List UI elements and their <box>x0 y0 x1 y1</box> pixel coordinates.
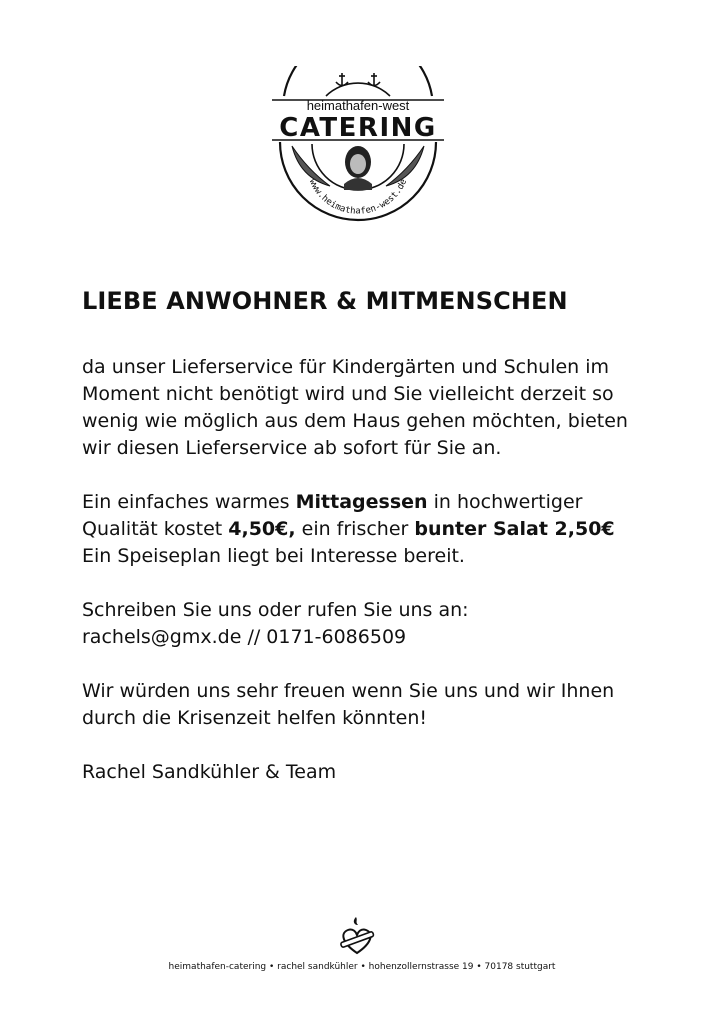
para3-line1: Schreiben Sie uns oder rufen Sie uns an: <box>82 599 469 621</box>
para2-line2 <box>82 516 682 543</box>
mittagessen-bold: Mittagessen <box>295 491 428 513</box>
para1-line2: Moment nicht benötigt wird und Sie vielleicht derzeit so <box>82 383 614 405</box>
price-bold: 4,50€, <box>228 518 296 540</box>
logo-main-text: CATERING <box>279 113 437 143</box>
para4-line2: durch die Krisenzeit helfen könnten! <box>82 707 428 729</box>
text: Ein einfaches warmes <box>82 491 296 513</box>
text: Qualität kostet <box>82 518 229 540</box>
heart-knife-fork-icon <box>336 913 378 959</box>
contact-line: rachels@gmx.de // 0171-6086509 <box>82 626 407 648</box>
para4-line1: Wir würden uns sehr freuen wenn Sie uns und wir Ihnen <box>82 680 615 702</box>
portrait-icon <box>344 146 372 190</box>
footer-address: heimathafen-catering • rachel sandkühler • hohenzollernstrasse 19 • 70178 stuttgart <box>168 962 556 972</box>
catering-logo <box>272 66 444 226</box>
para2-line3: Ein Speiseplan liegt bei Interesse bereit. <box>82 545 465 567</box>
signature: Rachel Sandkühler & Team <box>82 761 337 783</box>
para2-line1 <box>82 489 682 516</box>
salad-price-bold: bunter Salat 2,50€ <box>414 518 615 540</box>
para1-line4: wir diesen Lieferservice ab sofort für Sie an. <box>82 437 502 459</box>
page-heading: LIEBE ANWOHNER & MITMENSCHEN <box>82 287 568 315</box>
letter-body <box>82 354 682 786</box>
anchor-icon <box>336 73 380 86</box>
text: ein frischer <box>295 518 415 540</box>
logo-url-text: www.heimathafen-west.de <box>306 177 410 217</box>
logo-top-text: heimathafen-west <box>306 98 410 113</box>
para1-line3: wenig wie möglich aus dem Haus gehen möchten, bieten <box>82 410 628 432</box>
text: in hochwertiger <box>427 491 583 513</box>
para1-line1: da unser Lieferservice für Kindergärten und Schulen im <box>82 356 610 378</box>
